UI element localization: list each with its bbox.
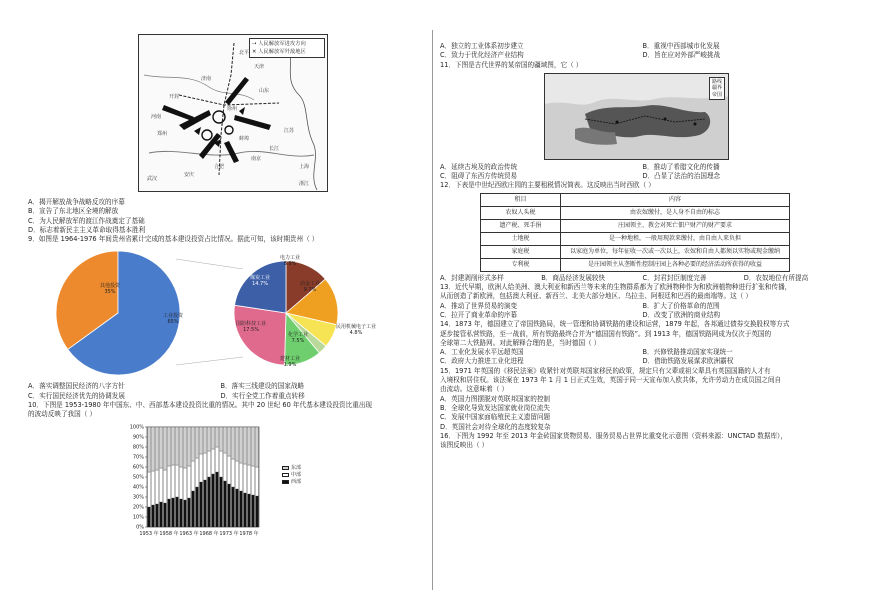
map-label: 蚌埠 xyxy=(239,136,250,142)
map-label: 江苏 xyxy=(284,128,295,134)
pie1-label-industry-name: 工业投资 xyxy=(163,313,184,320)
pie2-label-metal-value: 9.7% xyxy=(303,287,317,294)
legend-item-attack: ⇢ 人民解放军进攻方向 xyxy=(252,41,306,47)
q10-option-d: D．旨在应对外部严峻挑战 xyxy=(642,51,721,60)
empire-legend-route: 路线 xyxy=(711,78,722,85)
q13-option-d: D．改变了欧洲的商业结构 xyxy=(642,310,721,319)
bar-segment xyxy=(192,461,195,491)
legend-item-annihilate: ✕ 人民解放军歼敌地区 xyxy=(252,49,306,55)
bar-segment xyxy=(248,494,251,527)
table-header-row xyxy=(481,193,790,206)
pie2-label-coal xyxy=(250,275,270,287)
bar-segment xyxy=(172,427,175,465)
table-cell: 是一种地租，一般用现款来缴付，由自由人来负担 xyxy=(561,232,790,245)
pie2-label-metal xyxy=(300,281,320,293)
q14-options-row-2 xyxy=(440,357,845,366)
table-cell: 家庭税 xyxy=(481,245,561,258)
bar-segment xyxy=(148,427,151,472)
pie-connector-bottom xyxy=(176,357,243,365)
bar-segment xyxy=(176,427,179,465)
bar-segment xyxy=(252,466,255,495)
q14-option-d: D．借助铁路发展谋求欧洲霸权 xyxy=(642,357,734,366)
y-tick-label: 70% xyxy=(132,454,144,461)
bar-segment xyxy=(176,465,179,497)
empire-map-legend xyxy=(709,77,725,101)
pie1-label-industry-value: 65% xyxy=(167,319,179,326)
pie2-label-chem xyxy=(288,332,308,344)
q10-stem-2: 的波动反映了我国（ ） xyxy=(28,410,97,419)
bar-segment xyxy=(232,427,235,459)
q10-option-a: A．独立的工业体系初步建立 xyxy=(440,42,524,50)
bar-segment xyxy=(232,459,235,487)
bar-segment xyxy=(152,505,155,527)
bar-segment xyxy=(212,427,215,449)
q11-option-b: B．推动了希腊文化的传播 xyxy=(642,162,720,171)
y-tick-label: 80% xyxy=(132,444,144,451)
bar-legend-east-swatch xyxy=(282,466,289,470)
table-cell: 是庄园领主从垄断性控制庄园上各种必要的经济活动所获得的收益 xyxy=(561,258,790,271)
pie2-label-building-name: 建材工业 xyxy=(280,356,301,363)
q9-stem: 9．如图是 1964-1976 年间贵州省累计完成的基本建设投资占比情况。据此可知，该时期贵州（ ） xyxy=(28,235,319,244)
table-header-cell: 内容 xyxy=(561,193,790,206)
bar-segment xyxy=(212,474,215,527)
bar-segment xyxy=(200,482,203,527)
pie2-label-power-name: 电力工业 xyxy=(280,255,301,262)
q9-pie-charts xyxy=(28,247,413,382)
bar-segment xyxy=(152,471,155,505)
bar-segment xyxy=(168,499,171,527)
map-label: 南京 xyxy=(251,156,262,162)
x-tick-label: 1958 年 xyxy=(159,530,179,537)
map-legend xyxy=(249,38,325,58)
bar-segment xyxy=(240,491,243,527)
bar-segment xyxy=(220,451,223,477)
q9-options-row-2 xyxy=(28,392,413,401)
q14-option-b: B．兴修铁路推动国家实现统一 xyxy=(642,348,733,357)
pie-chart-svg xyxy=(28,247,413,382)
x-tick-label: 1973 年 xyxy=(219,530,239,537)
pie2-label-defense xyxy=(236,321,266,333)
q14-option-a: A．工业化发展水平远超英国 xyxy=(440,348,524,357)
bar-segment xyxy=(236,461,239,489)
pie1-label-other-name: 其他投资 xyxy=(100,283,121,290)
bar-segment xyxy=(156,427,159,470)
bar-legend-east-label: 东部 xyxy=(290,464,301,471)
q13-options-row-1 xyxy=(440,302,845,311)
y-tick-label: 90% xyxy=(132,434,144,441)
bar-segment xyxy=(204,480,207,527)
y-tick-label: 0% xyxy=(136,524,144,531)
bar-segment xyxy=(204,453,207,480)
pie2-label-defense-value: 17.5% xyxy=(243,327,259,334)
bar-legend-east xyxy=(282,465,301,472)
bar-segment xyxy=(192,491,195,527)
bar-segment xyxy=(220,477,223,527)
bar-segment xyxy=(256,467,259,496)
bar-segment xyxy=(204,427,207,453)
bar-legend-mid-label: 中部 xyxy=(290,471,301,478)
q13-option-b: B．扩大了价格革命的范围 xyxy=(642,301,720,310)
left-column xyxy=(28,34,413,543)
bar-segment xyxy=(208,477,211,527)
q13-option-a: A．推动了世界贸易的演变 xyxy=(440,301,518,310)
q10-stem-1: 10．下图是 1953-1980 年中国东、中、西部基本建设投资比重的情况。其中 20 世纪 60 年代基本建设投资比重出现 xyxy=(28,401,373,410)
q8-option-b: B．宣告了东北地区全境的解放 xyxy=(28,207,119,216)
pie1-label-other xyxy=(100,283,120,295)
bar-legend-west xyxy=(282,479,301,486)
bar-segment xyxy=(148,472,151,507)
bar-segment xyxy=(164,427,167,470)
bar-segment xyxy=(228,484,231,527)
battle-map xyxy=(138,34,328,192)
table-cell: 农奴人头税 xyxy=(481,206,561,219)
bar-segment xyxy=(216,447,219,472)
bar-segment xyxy=(160,502,163,527)
q12-option-b: B．商品经济发展较快 xyxy=(541,273,606,282)
pie2-label-building-value: 1.9% xyxy=(283,362,297,369)
map-label: 北平 xyxy=(239,50,250,56)
y-tick-label: 20% xyxy=(132,504,144,511)
empire-map-drawing xyxy=(545,74,729,160)
q16-line-2: 该图反映出（ ） xyxy=(440,441,489,450)
bar-legend-west-swatch xyxy=(282,480,289,484)
column-divider xyxy=(432,30,433,590)
bar-legend-mid xyxy=(282,472,301,479)
bar-segment xyxy=(252,495,255,527)
table-cell: 由农奴缴付，是人身不自由的标志 xyxy=(561,206,790,219)
table-row xyxy=(481,245,790,258)
bar-segment xyxy=(152,427,155,471)
bar-segment xyxy=(248,465,251,494)
bar-segment xyxy=(168,427,171,466)
q10-option-b: B．重视中西部城市化发展 xyxy=(642,42,720,50)
map-label: 郑州 xyxy=(157,131,168,137)
q15-option-b: B．全球化导致发达国家就业岗位流失 xyxy=(440,403,551,412)
x-tick-label: 1968 年 xyxy=(199,530,219,537)
q12-option-d: D．农奴地位有所提高 xyxy=(743,273,809,282)
q11-option-c: C．阻碍了东西方传统贸易 xyxy=(440,172,518,181)
q8-option-c: C．为人民解放军的渡江作战奠定了基础 xyxy=(28,216,145,225)
bar-segment xyxy=(228,427,231,456)
bar-segment xyxy=(252,427,255,466)
pie-slice xyxy=(234,306,286,366)
table-row xyxy=(481,232,790,245)
y-tick-label: 60% xyxy=(132,464,144,471)
bar-segment xyxy=(224,453,227,481)
q16-line-1: 16．下图为 1992 年至 2013 年金砖国家货物贸易、服务贸易占世界比重变化示意图（资料来源：UNCTAD 数据库）， xyxy=(440,431,787,440)
table-cell: 以家庭为单位，每年征收一次或一次以上，农奴和自由人都须以实物或现金缴纳 xyxy=(561,245,790,258)
table-cell: 遗产税、死手捐 xyxy=(481,219,561,232)
q12-tax-table xyxy=(480,193,790,272)
bar-segment xyxy=(184,468,187,500)
empire-legend-border: 疆界 xyxy=(711,85,722,92)
q10-options-row-1 xyxy=(440,42,845,51)
q11-option-a: A．延续古埃及的政治传统 xyxy=(440,162,518,171)
q12-option-a: A．封建剥削形式多样 xyxy=(440,273,504,282)
q14-line-2: 逐步接管私营铁路，至一战前，所有铁路最终合并为“德国国有铁路”。到 1913 年，德国铁路网成为仅次于英国的 xyxy=(440,329,772,338)
pie-main xyxy=(56,251,180,375)
q11-option-d: D．凸显了法治的治国理念 xyxy=(642,172,721,181)
bar-segment xyxy=(224,481,227,527)
pie2-label-power xyxy=(280,255,300,267)
map-label: 安庆 xyxy=(184,172,195,178)
bar-segment xyxy=(244,493,247,527)
pie2-label-civil-name: 民用机械电子工业 xyxy=(336,324,377,331)
bar-segment xyxy=(172,498,175,527)
table-cell: 庄园领主、教会对死亡佃户财产的财产要求 xyxy=(561,219,790,232)
bar-segment xyxy=(164,503,167,527)
q15-line-1: 15．1971 年英国的《移民法案》收紧针对英联邦国家移民的政策，规定只有父辈或祖父辈具有英国国籍的人才有 xyxy=(440,366,771,375)
table-header-cell: 租目 xyxy=(481,193,561,206)
bar-chart-svg xyxy=(123,423,303,543)
pie2-label-chem-value: 7.5% xyxy=(291,338,305,345)
map-label: 长江 xyxy=(269,146,280,152)
q11-options-row-1 xyxy=(440,163,845,172)
bar-segment xyxy=(244,427,247,464)
table-cell: 土地税 xyxy=(481,232,561,245)
y-tick-label: 50% xyxy=(132,474,144,481)
pie1-label-industry xyxy=(163,313,183,325)
q15-option-a: A．英国力图摆脱对英联邦国家的控制 xyxy=(440,394,551,403)
bar-segment xyxy=(248,427,251,465)
bar-segment xyxy=(256,496,259,527)
pie2-label-civil-value: 4.8% xyxy=(349,330,363,337)
bar-segment xyxy=(200,427,203,454)
bar-segment xyxy=(228,456,231,484)
bar-segment xyxy=(244,464,247,493)
bar-segment xyxy=(156,504,159,527)
bar-segment xyxy=(232,487,235,527)
q8-option-a: A．揭开解放战争战略反攻的序幕 xyxy=(28,198,125,206)
q8-option-d: D．标志着新民主主义革命取得基本胜利 xyxy=(28,225,146,234)
pie2-label-coal-value: 14.7% xyxy=(252,281,268,288)
bar-segment xyxy=(180,427,183,467)
bar-segment xyxy=(156,470,159,504)
q9-option-a: A．落实调整国民经济的八字方针 xyxy=(28,382,125,391)
y-tick-label: 40% xyxy=(132,484,144,491)
bar-legend-west-label: 西部 xyxy=(290,478,301,485)
bar-segment xyxy=(236,489,239,527)
q15-line-3: 由流动。这意味着（ ） xyxy=(440,385,509,394)
table-row xyxy=(481,219,790,232)
bar-segment xyxy=(164,470,167,503)
bar-segment xyxy=(168,466,171,499)
map-label: 上海 xyxy=(299,164,310,170)
empire-legend-empire: 帝国 xyxy=(711,91,722,98)
bar-segment xyxy=(184,500,187,527)
bar-segment xyxy=(256,427,259,467)
x-tick-label: 1978 年 xyxy=(239,530,259,537)
q14-line-1: 14．1873 年，德国建立了帝国铁路局，统一管理和协调铁路的建设和运营，1879 年起，各邦通过债券交换股权等方式 xyxy=(440,320,790,329)
map-label: 合肥 xyxy=(214,164,225,170)
bar-segment xyxy=(208,451,211,477)
y-tick-label: 30% xyxy=(132,494,144,501)
bar-segment xyxy=(180,499,183,527)
bar-segment xyxy=(188,427,191,466)
q10-bar-chart xyxy=(123,423,303,543)
map-label: 河南 xyxy=(151,114,162,120)
pie-connector-top xyxy=(176,259,243,269)
q13-options-row-2 xyxy=(440,311,845,320)
q9-option-b: B．落实三线建设的国家战略 xyxy=(220,382,305,391)
bar-segment xyxy=(216,427,219,447)
bar-legend xyxy=(282,465,301,486)
bar-segment xyxy=(224,427,227,453)
legend-annihilate-label: 人民解放军歼敌地区 xyxy=(258,49,306,55)
map-label: 山东 xyxy=(259,88,270,94)
q10-options-row-2 xyxy=(440,51,845,60)
q9-options-row-1 xyxy=(28,382,413,391)
bar-segment xyxy=(180,467,183,499)
map-label: 济南 xyxy=(201,76,212,82)
y-tick-label: 10% xyxy=(132,514,144,521)
bar-segment xyxy=(184,427,187,468)
x-tick-label: 1953 年 xyxy=(139,530,159,537)
pie2-label-power-value: 8.9% xyxy=(283,261,297,268)
bar-segment xyxy=(196,458,199,487)
legend-attack-label: 人民解放军进攻方向 xyxy=(258,41,306,47)
bar-segment xyxy=(160,427,163,468)
pie2-label-civil xyxy=(336,324,376,336)
pie2-label-chem-name: 化学工业 xyxy=(288,332,309,339)
q12-stem: 12．下表是中世纪西欧庄园的主要租税情况简表。这反映出当时西欧（ ） xyxy=(440,181,655,190)
map-label: 徐州 xyxy=(227,106,238,112)
table-row xyxy=(481,258,790,271)
map-label: 开封 xyxy=(169,94,180,100)
bar-segment xyxy=(196,487,199,527)
bar-segment xyxy=(240,427,243,463)
pie2-label-metal-name: 冶金工业 xyxy=(300,281,321,288)
q12-option-c: C．封君封臣制度完善 xyxy=(642,273,707,282)
q12-options-row xyxy=(440,274,845,283)
map-label: 武汉 xyxy=(147,176,158,182)
table-cell: 专利税 xyxy=(481,258,561,271)
bar-segment xyxy=(216,472,219,527)
bar-segment xyxy=(160,468,163,502)
q9-option-c: C．实行国民经济优先的协调发展 xyxy=(28,391,125,400)
bar-segment xyxy=(188,466,191,498)
bar-segment xyxy=(176,497,179,527)
bar-segment xyxy=(172,465,175,498)
q15-option-c: C．发展中国家面临殖民主义遗留问题 xyxy=(440,413,551,422)
empire-map xyxy=(544,73,729,160)
q15-line-2: 入境权和居住权。该法案在 1973 年 1 月 1 日正式生效，英国于同一天宣布加入欧共体，允许劳动力在成员国之间自 xyxy=(440,376,782,385)
q9-option-d: D．实行全党工作着重点转移 xyxy=(220,391,305,400)
q8-options xyxy=(28,198,413,235)
q11-stem: 11．下图是古代世界的某帝国的疆域图，它（ ） xyxy=(440,60,583,69)
bar-segment xyxy=(148,507,151,527)
q9-options xyxy=(28,382,413,401)
y-tick-label: 100% xyxy=(129,424,144,431)
pie2-label-building xyxy=(280,356,300,368)
bar-segment xyxy=(200,454,203,482)
bar-segment xyxy=(220,427,223,451)
table-row xyxy=(481,206,790,219)
right-column xyxy=(440,42,845,450)
bar-segment xyxy=(240,463,243,491)
bar-segment xyxy=(212,449,215,474)
x-tick-label: 1963 年 xyxy=(179,530,199,537)
q13-line-1: 13．近代早期，欧洲人给美洲、澳大利亚和新西兰等未来的生物群系都为了欧洲物种作为和欧洲植物种进行扩张和传播， xyxy=(440,283,792,292)
bar-legend-mid-swatch xyxy=(282,473,289,477)
q13-option-c: C．拉开了商业革命的序幕 xyxy=(440,310,518,319)
bar-segment xyxy=(188,498,191,527)
pie2-label-coal-name: 煤炭工业 xyxy=(250,275,271,282)
bar-segment xyxy=(208,427,211,451)
map-label: 天津 xyxy=(254,64,265,70)
bar-segment xyxy=(192,427,195,461)
map-label: 浙江 xyxy=(299,181,310,187)
bar-segment xyxy=(236,427,239,461)
q14-option-c: C．政府大力推进工业化进程 xyxy=(440,357,524,366)
pie2-label-defense-name: 国防科技工业 xyxy=(236,321,267,328)
q14-line-3: 全球第二大铁路网。对此解释合理的是，当时德国（ ） xyxy=(440,338,601,347)
q13-line-2: 从而创造了新欧洲，包括澳大利亚、新西兰、北美大部分地区、乌拉圭、阿根廷和巴西的最南端等。这（ ） xyxy=(440,292,753,301)
q10-option-c: C．致力于优化经济产业结构 xyxy=(440,51,524,60)
q15-option-d: D．英国社会对待全球化的态度较复杂 xyxy=(440,422,551,431)
pie1-label-other-value: 35% xyxy=(104,289,116,296)
bar-segment xyxy=(196,427,199,458)
